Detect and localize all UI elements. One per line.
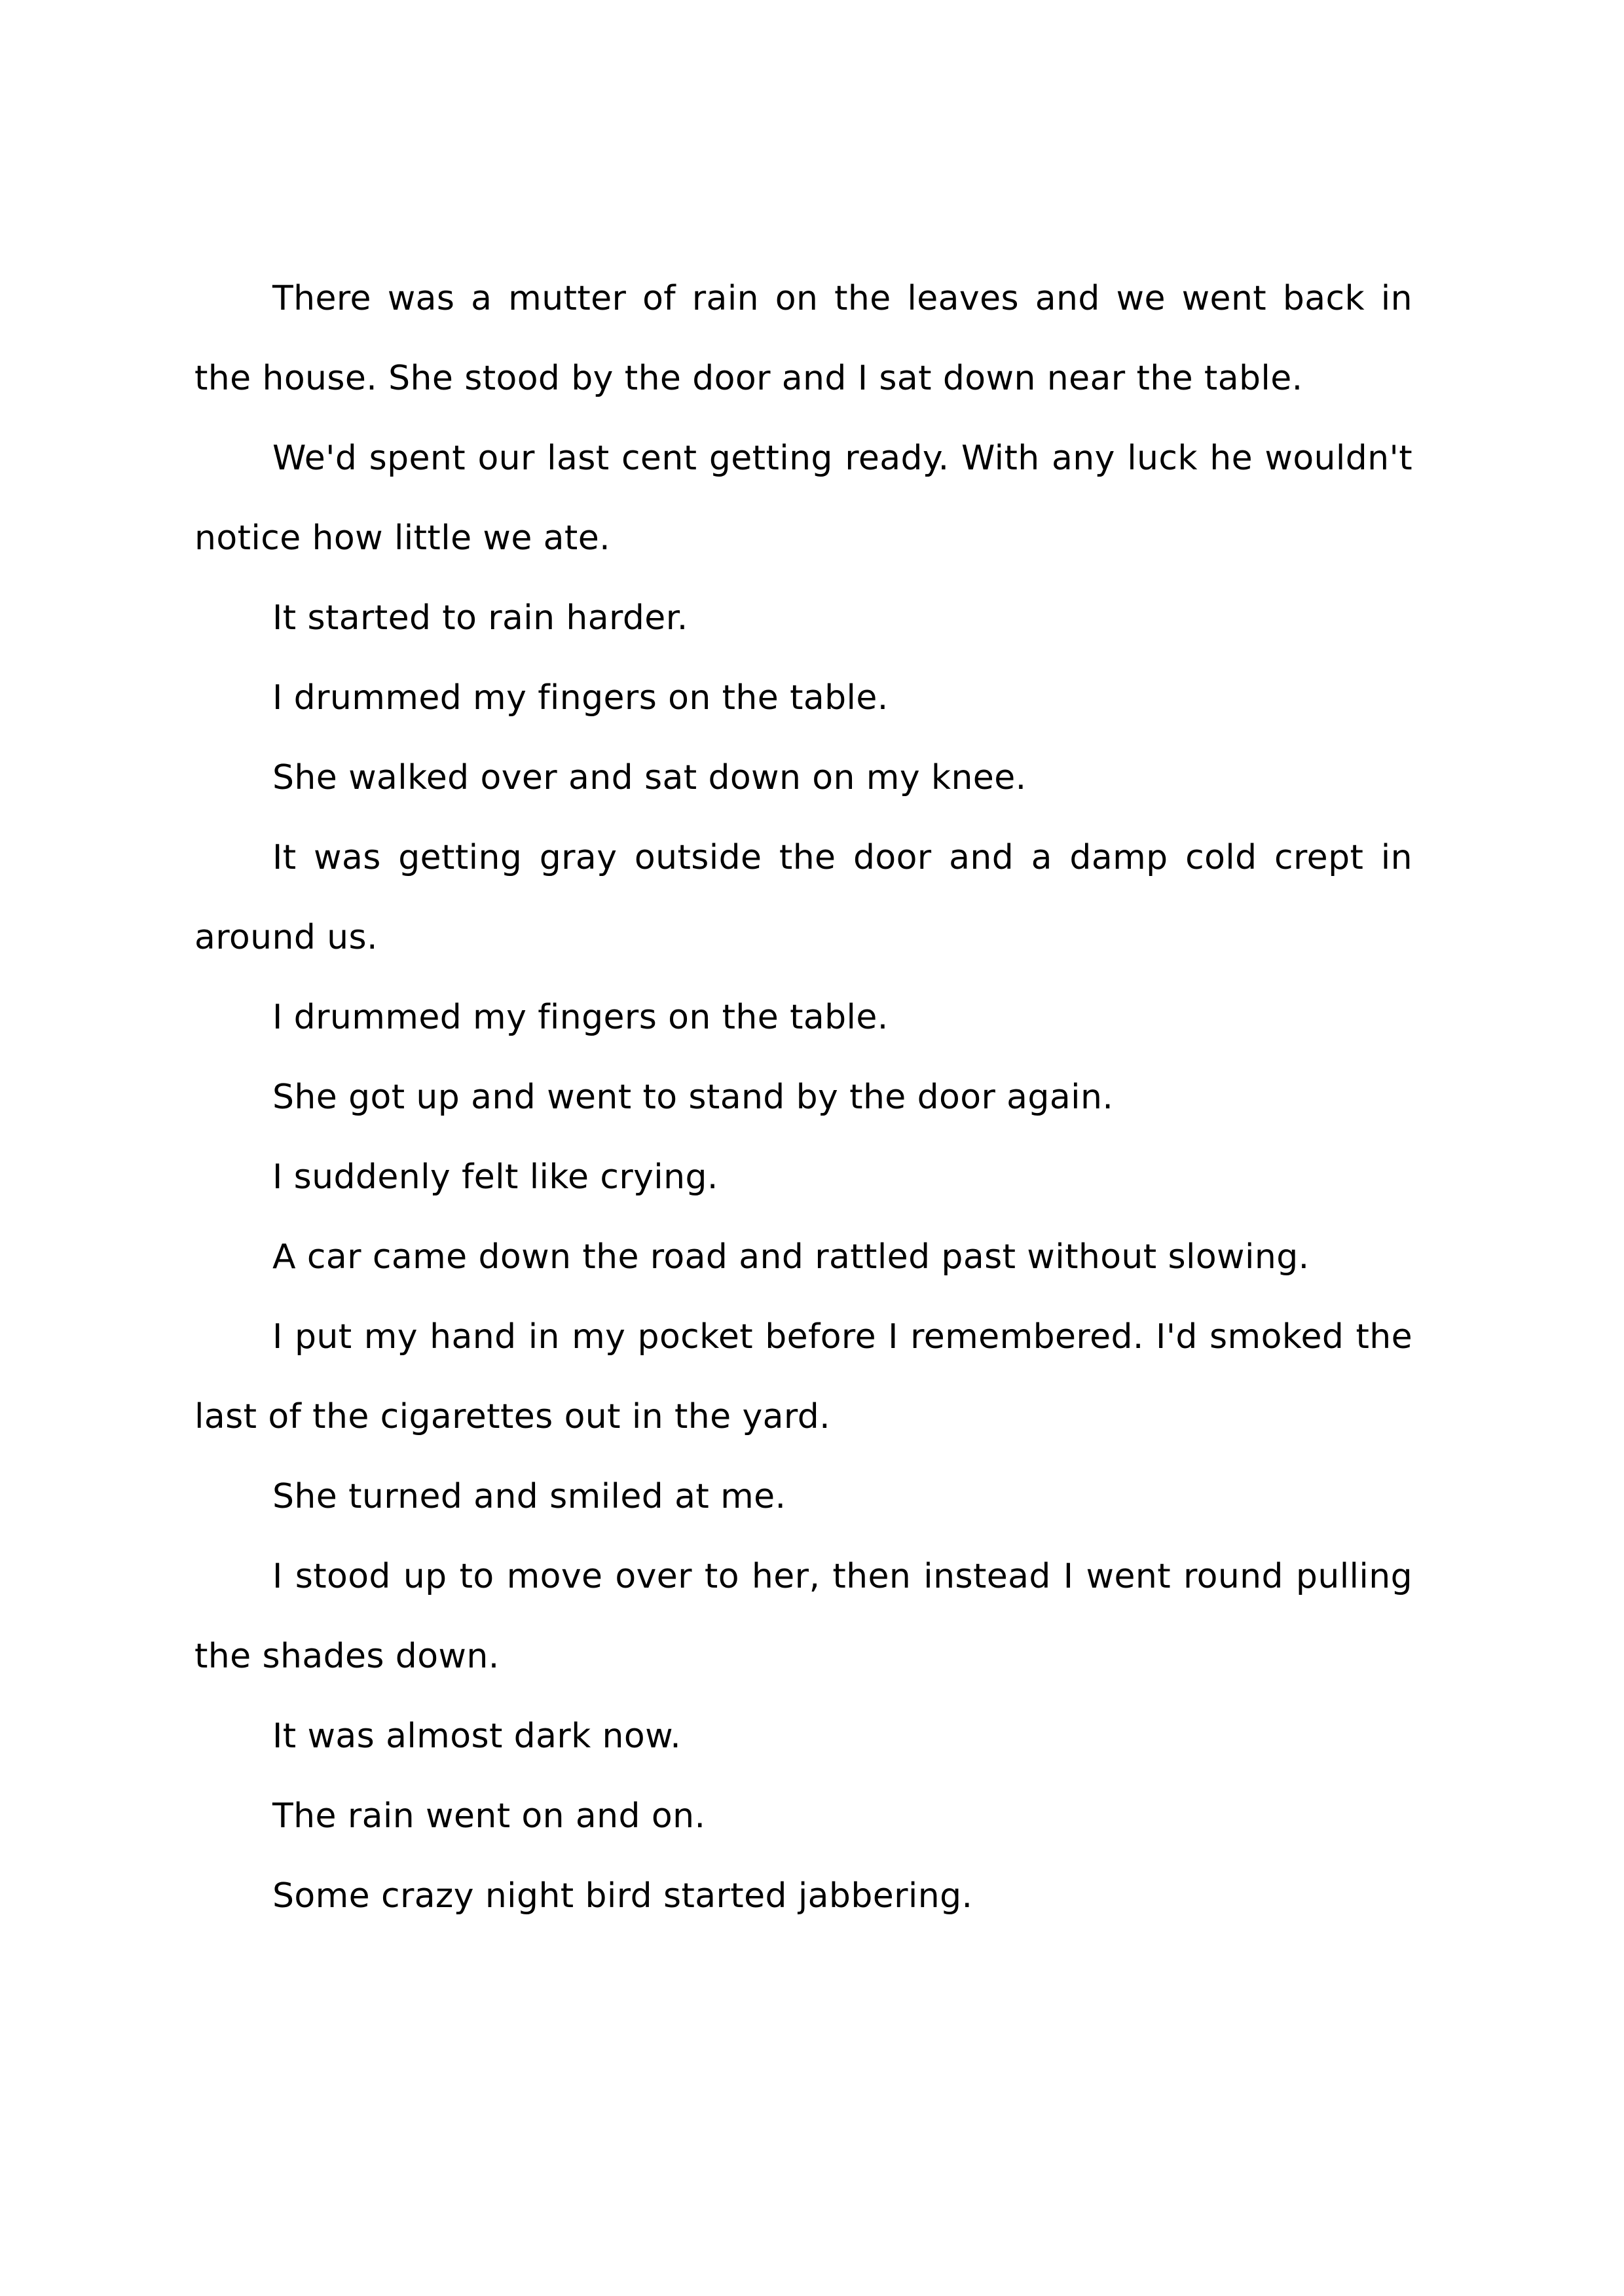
paragraph: I drummed my fingers on the table. (272, 998, 889, 1037)
paragraph: I put my hand in my pocket before I remembered. I'd smoked the last of the cigarettes out in the yard. (194, 1317, 1412, 1436)
paragraph: Some crazy night bird started jabbering. (272, 1876, 973, 1916)
body-text (194, 259, 1412, 1936)
paragraph: There was a mutter of rain on the leaves and we went back in the house. She stood by the door and I sat down near the table. (194, 279, 1412, 398)
paragraph: She turned and smiled at me. (272, 1477, 786, 1516)
paragraph: The rain went on and on. (272, 1796, 706, 1836)
paragraph: A car came down the road and rattled past without slowing. (272, 1237, 1310, 1277)
paragraph: We'd spent our last cent getting ready. With any luck he wouldn't notice how little we ate. (194, 439, 1412, 558)
paragraph: I suddenly felt like crying. (272, 1157, 718, 1197)
paragraph: She walked over and sat down on my knee. (272, 758, 1027, 797)
paragraph: I drummed my fingers on the table. (272, 678, 889, 718)
paragraph: She got up and went to stand by the door again. (272, 1078, 1114, 1117)
paragraph: It was getting gray outside the door and a damp cold crept in around us. (194, 838, 1412, 957)
paragraph: I stood up to move over to her, then instead I went round pulling the shades down. (194, 1557, 1412, 1676)
paragraph: It was almost dark now. (272, 1717, 682, 1756)
paragraph: It started to rain harder. (272, 598, 688, 638)
